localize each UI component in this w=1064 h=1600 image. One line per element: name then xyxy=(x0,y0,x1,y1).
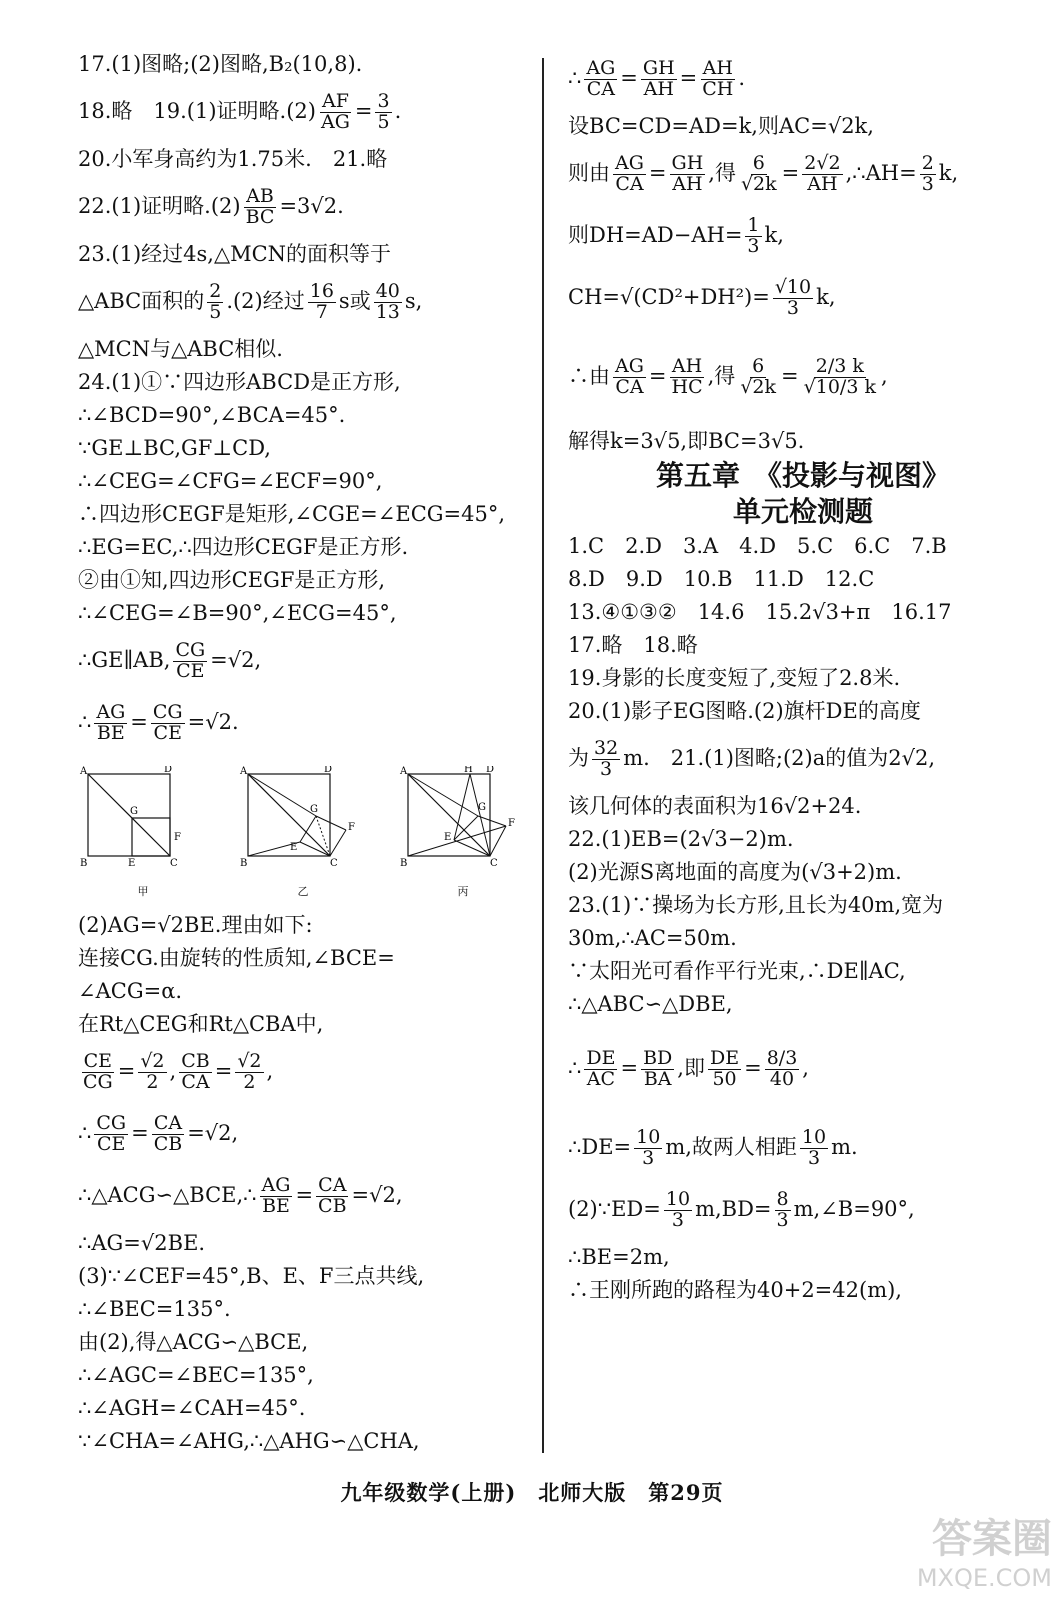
r-line6 xyxy=(568,329,1038,425)
denominator: √10/3 k xyxy=(803,375,876,398)
fraction xyxy=(260,1173,293,1217)
text: = xyxy=(648,364,667,389)
denominator: 3 xyxy=(747,234,760,257)
text: CH=√(CD²+DH²)= xyxy=(568,285,770,310)
answer-24-line1: 24.(1)①∵四边形ABCD是正方形, xyxy=(78,369,401,394)
text: = xyxy=(648,161,667,186)
numerator: GH xyxy=(671,151,704,174)
text: , xyxy=(169,1059,177,1084)
numerator: BD xyxy=(643,1046,673,1069)
text: , xyxy=(266,1059,274,1084)
text: m,BD= xyxy=(695,1197,772,1222)
numerator: CG xyxy=(175,638,206,661)
page-footer: 九年级数学(上册) 北师大版 第29页 xyxy=(340,1480,724,1505)
numerator: 40 xyxy=(375,279,400,302)
answer-22-2: (2)光源S离地面的高度为(√3+2)m. xyxy=(568,859,902,884)
numerator: √10 xyxy=(774,275,812,298)
text: 则由 xyxy=(568,161,610,186)
text: m. xyxy=(831,1135,858,1160)
denominator: CA xyxy=(181,1070,210,1093)
fraction xyxy=(775,1187,791,1231)
column-divider xyxy=(542,58,544,1453)
right-column xyxy=(568,48,1038,1307)
text: =√2, xyxy=(187,1121,239,1146)
mc-answers-2: 8.D 9.D 10.B 11.D 12.C xyxy=(568,566,875,591)
text: ,即 xyxy=(677,1056,705,1081)
label-A: A xyxy=(80,766,88,777)
text: . xyxy=(394,99,402,124)
answer-24-line9 xyxy=(78,630,528,692)
denominator: CA xyxy=(615,172,644,195)
fraction xyxy=(319,89,352,133)
numerator: AH xyxy=(702,56,733,79)
fraction xyxy=(920,151,936,195)
text: ,得 xyxy=(707,364,736,389)
numerator: CG xyxy=(96,1111,127,1134)
part3-line1: (3)∵∠CEF=45°,B、E、F三点共线, xyxy=(78,1263,425,1288)
text: = xyxy=(214,1059,233,1084)
label-A: A xyxy=(400,766,408,777)
answer-24-line7: ②由①知,四边形CEGF是正方形, xyxy=(78,567,386,592)
text: = xyxy=(620,66,638,91)
answer-20-21 xyxy=(568,728,1038,790)
numerator: 10 xyxy=(665,1187,691,1210)
numerator: √2 xyxy=(237,1049,262,1072)
denominator: CH xyxy=(702,77,734,100)
answer-23-line3: △MCN与△ABC相似. xyxy=(78,336,283,361)
text: k, xyxy=(816,285,836,310)
text: =√2. xyxy=(187,710,239,735)
answer-23-1: 23.(1)∵操场为长方形,且长为40m,宽为 xyxy=(568,892,944,917)
label-H: H xyxy=(464,766,473,775)
text: = xyxy=(117,1059,136,1084)
numerator: CB xyxy=(181,1049,210,1072)
denominator: 13 xyxy=(375,300,400,323)
text: m. 21.(1)图略;(2)a的值为2√2, xyxy=(623,746,936,771)
fraction xyxy=(670,354,705,398)
numerator: 10 xyxy=(801,1125,827,1148)
answer-22-1: 22.(1)EB=(2√3−2)m. xyxy=(568,826,794,851)
label-D: D xyxy=(164,766,173,775)
label-F: F xyxy=(508,818,515,829)
compound-fraction xyxy=(765,1046,800,1090)
figure-row xyxy=(78,766,528,899)
fraction xyxy=(94,1111,128,1155)
denominator: 40 xyxy=(769,1067,795,1090)
text: .(2)经过 xyxy=(226,289,305,314)
label-B: B xyxy=(80,858,88,869)
part3-line4: ∴∠AGC=∠BEC=135°, xyxy=(78,1362,314,1387)
text: =3√2. xyxy=(279,194,344,219)
numerator: AB xyxy=(246,184,274,207)
fill-answers: 13.④①③② 14.6 15.2√3+π 16.17 xyxy=(568,599,952,624)
left-column xyxy=(78,48,528,1458)
denominator: CE xyxy=(97,1132,126,1155)
answer-20-21: 20.小军身高约为1.75米. 21.略 xyxy=(78,146,388,171)
numerator: CE xyxy=(83,1049,113,1072)
r-line7: 解得k=3√5,即BC=3√5. xyxy=(568,428,805,453)
text: ∴ xyxy=(568,1056,582,1081)
fraction xyxy=(94,700,127,744)
label-F: F xyxy=(348,822,355,833)
label-G: G xyxy=(130,806,138,817)
numerator: CG xyxy=(152,700,183,723)
numerator: 2/3 k xyxy=(815,354,864,377)
denominator: CE xyxy=(153,721,182,744)
denominator: 3 xyxy=(786,296,800,319)
text: ∴ xyxy=(568,66,582,91)
denominator: AC xyxy=(586,1067,616,1090)
figure-yi-diagram xyxy=(238,766,368,878)
label-E: E xyxy=(128,858,136,869)
denominator: 5 xyxy=(209,300,222,323)
numerator: 2 xyxy=(209,279,222,302)
fraction xyxy=(664,1187,692,1231)
numerator: AG xyxy=(615,354,644,377)
label-C: C xyxy=(490,858,498,869)
answer-24-line4: ∴∠CEG=∠CFG=∠ECF=90°, xyxy=(78,468,383,493)
fraction xyxy=(613,151,646,195)
denominator: 5 xyxy=(377,110,390,133)
numerator: 8/3 xyxy=(766,1046,798,1069)
part3-line2: ∴∠BEC=135°. xyxy=(78,1296,231,1321)
unit-title: 单元检测题 xyxy=(732,495,873,528)
text: = xyxy=(354,99,373,124)
text: (2)∵ED= xyxy=(568,1197,661,1222)
text: = xyxy=(781,364,799,389)
text: = xyxy=(679,66,698,91)
denominator: CG xyxy=(83,1070,113,1093)
answer-23-6 xyxy=(568,1117,1038,1179)
label-D: D xyxy=(324,766,333,775)
text: 22.(1)证明略.(2) xyxy=(78,194,241,219)
answer-24-line5: ∴四边形CEGF是矩形,∠CGE=∠ECG=45°, xyxy=(78,501,506,526)
text: k, xyxy=(938,161,959,186)
label-C: C xyxy=(170,858,178,869)
text: = xyxy=(781,161,800,186)
text: 为 xyxy=(568,746,589,771)
answer-21-area: 该几何体的表面积为16√2+24. xyxy=(568,793,862,818)
denominator: √2k xyxy=(740,375,777,398)
fraction xyxy=(739,151,779,195)
r-line4 xyxy=(568,205,1038,267)
fraction xyxy=(235,1049,263,1093)
denominator: 3 xyxy=(921,172,934,195)
numerator: DE xyxy=(586,1046,616,1069)
fraction xyxy=(613,354,646,398)
numerator: 2√2 xyxy=(804,151,841,174)
denominator: 3 xyxy=(600,757,613,780)
figure-bing-diagram xyxy=(398,766,528,878)
fraction xyxy=(745,213,761,257)
numerator: 32 xyxy=(594,736,619,759)
fraction xyxy=(316,1173,349,1217)
answer-23-line2 xyxy=(78,271,528,333)
answer-24-line6: ∴EG=EC,∴四边形CEGF是正方形. xyxy=(78,534,409,559)
part2-line4: 在Rt△CEG和Rt△CBA中, xyxy=(78,1011,324,1036)
fraction xyxy=(375,89,391,133)
numerator: 8 xyxy=(776,1187,789,1210)
denominator: 3 xyxy=(642,1146,655,1169)
numerator: 16 xyxy=(309,279,334,302)
part2-line7 xyxy=(78,1165,528,1227)
fraction xyxy=(634,1125,662,1169)
denominator: AH xyxy=(807,172,838,195)
numerator: 1 xyxy=(747,213,760,236)
numerator: CA xyxy=(153,1111,183,1134)
fraction xyxy=(138,1049,166,1093)
label-E: E xyxy=(444,832,452,843)
text: 则DH=AD−AH= xyxy=(568,223,743,248)
answer-17: 17.(1)图略;(2)图略,B₂(10,8). xyxy=(78,51,363,76)
answer-23-9: ∴王刚所跑的路程为40+2=42(m), xyxy=(568,1277,902,1302)
answer-23-7 xyxy=(568,1179,1038,1241)
part2-line5 xyxy=(78,1041,528,1103)
label-G: G xyxy=(310,804,318,815)
answer-19: 19.身影的长度变短了,变短了2.8米. xyxy=(568,665,901,690)
text: △ABC面积的 xyxy=(78,289,205,314)
label-G: G xyxy=(478,802,486,813)
fraction xyxy=(700,56,735,100)
part3-line6: ∵∠CHA=∠AHG,∴△AHG∽△CHA, xyxy=(78,1428,420,1453)
denominator: BA xyxy=(643,1067,672,1090)
text: . xyxy=(738,66,746,91)
watermark-site: MXQE.COM xyxy=(916,1564,1052,1592)
denominator: 2 xyxy=(243,1070,256,1093)
fraction xyxy=(152,1111,185,1155)
numerator: √2 xyxy=(140,1049,165,1072)
text: =√2, xyxy=(351,1183,403,1208)
denominator: CA xyxy=(586,77,615,100)
denominator: AH xyxy=(672,172,703,195)
denominator: AG xyxy=(320,110,350,133)
figure-bing xyxy=(398,766,528,899)
fraction xyxy=(81,1049,115,1093)
text: 18.略 19.(1)证明略.(2) xyxy=(78,99,316,124)
fraction xyxy=(670,151,706,195)
answer-24-line3: ∵GE⊥BC,GF⊥CD, xyxy=(78,435,271,460)
numerator: AG xyxy=(261,1173,291,1196)
answer-23-8: ∴BE=2m, xyxy=(568,1244,670,1269)
fraction xyxy=(151,700,185,744)
fraction xyxy=(800,1125,828,1169)
numerator: 6 xyxy=(752,354,765,377)
text: m,故两人相距 xyxy=(665,1135,797,1160)
denominator: HC xyxy=(671,375,703,398)
denominator: BC xyxy=(245,205,275,228)
label-C: C xyxy=(330,858,338,869)
fraction xyxy=(584,1046,617,1090)
answer-22 xyxy=(78,176,528,238)
text: s, xyxy=(404,289,423,314)
answer-17-18: 17.略 18.略 xyxy=(568,632,698,657)
numerator: CA xyxy=(318,1173,347,1196)
answer-24-line10 xyxy=(78,692,528,754)
r-line5 xyxy=(568,267,1038,329)
denominator: 50 xyxy=(712,1067,737,1090)
text: ∴GE∥AB, xyxy=(78,648,171,673)
numerator: GH xyxy=(642,56,675,79)
denominator: CE xyxy=(176,659,205,682)
answer-20: 20.(1)影子EG图略.(2)旗杆DE的高度 xyxy=(568,698,921,723)
part2-line3: ∠ACG=α. xyxy=(78,978,183,1003)
text: m,∠B=90°, xyxy=(793,1197,915,1222)
numerator: AH xyxy=(671,354,703,377)
watermark xyxy=(917,1507,1052,1592)
denominator: 2 xyxy=(146,1070,159,1093)
r-line3 xyxy=(568,143,1038,205)
numerator: AG xyxy=(615,151,644,174)
text: ∴ xyxy=(78,1121,92,1146)
numerator: 2 xyxy=(921,151,934,174)
denominator: CB xyxy=(153,1132,183,1155)
answer-23-line1: 23.(1)经过4s,△MCN的面积等于 xyxy=(78,241,392,266)
numerator: AG xyxy=(96,700,126,723)
part2-line1: (2)AG=√2BE.理由如下: xyxy=(78,912,313,937)
denominator: 3 xyxy=(671,1208,685,1231)
caption-jia: 甲 xyxy=(137,885,149,898)
text: = xyxy=(744,1056,762,1081)
text: = xyxy=(131,1121,149,1146)
caption-yi: 乙 xyxy=(297,885,309,898)
label-B: B xyxy=(240,858,248,869)
label-E: E xyxy=(290,842,298,853)
fraction xyxy=(738,354,778,398)
compound-fraction xyxy=(802,354,878,398)
part2-line8: ∴AG=√2BE. xyxy=(78,1230,206,1255)
fraction xyxy=(773,275,813,319)
numerator: DE xyxy=(709,1046,740,1069)
part3-line3: 由(2),得△ACG∽△BCE, xyxy=(78,1329,309,1354)
text: s或 xyxy=(338,289,371,314)
denominator: BE xyxy=(96,721,125,744)
denominator: BE xyxy=(262,1194,290,1217)
text: = xyxy=(130,710,148,735)
denominator: CB xyxy=(318,1194,347,1217)
fraction xyxy=(641,56,677,100)
text: ,得 xyxy=(708,161,736,186)
answer-23-4: ∴△ABC∽△DBE, xyxy=(568,991,733,1016)
watermark-brand: 答案圈 xyxy=(932,1516,1052,1562)
numerator: AF xyxy=(321,89,349,112)
text: , xyxy=(802,1056,809,1081)
text: ,∴AH= xyxy=(845,161,917,186)
text: = xyxy=(295,1183,314,1208)
text: ∴DE= xyxy=(568,1135,632,1160)
fraction xyxy=(584,56,617,100)
text: = xyxy=(620,1056,639,1081)
figure-jia xyxy=(78,766,208,899)
answer-18-19 xyxy=(78,81,528,143)
fraction xyxy=(179,1049,212,1093)
text: k, xyxy=(764,223,784,248)
fraction xyxy=(592,736,620,780)
answer-24-line2: ∴∠BCD=90°,∠BCA=45°. xyxy=(78,402,346,427)
fraction xyxy=(173,638,207,682)
denominator: 3 xyxy=(807,1146,821,1169)
answer-24-line8: ∴∠CEG=∠B=90°,∠ECG=45°, xyxy=(78,600,397,625)
fraction xyxy=(708,1046,741,1090)
label-A: A xyxy=(240,766,248,777)
denominator: AH xyxy=(643,77,674,100)
part3-line5: ∴∠AGH=∠CAH=45°. xyxy=(78,1395,306,1420)
text: ∴由 xyxy=(568,364,610,389)
numerator: 10 xyxy=(636,1125,661,1148)
text: ∴△ACG∽△BCE,∴ xyxy=(78,1183,257,1208)
numerator: AG xyxy=(586,56,616,79)
figure-jia-diagram xyxy=(78,766,208,878)
denominator: CA xyxy=(615,375,644,398)
answer-23-3: ∵太阳光可看作平行光束,∴DE∥AC, xyxy=(568,958,906,983)
fraction xyxy=(308,279,336,323)
r-line2: 设BC=CD=AD=k,则AC=√2k, xyxy=(568,113,874,138)
part2-line2: 连接CG.由旋转的性质知,∠BCE= xyxy=(78,945,395,970)
fraction xyxy=(244,184,277,228)
denominator: 3 xyxy=(776,1208,789,1231)
text: , xyxy=(880,364,888,389)
fraction xyxy=(374,279,402,323)
part2-line6 xyxy=(78,1103,528,1165)
answer-23-2: 30m,∴AC=50m. xyxy=(568,925,737,950)
numerator: 6 xyxy=(752,151,765,174)
figure-yi xyxy=(238,766,368,899)
text: ∴ xyxy=(78,710,92,735)
label-D: D xyxy=(486,766,495,775)
denominator: 7 xyxy=(315,300,328,323)
caption-bing: 丙 xyxy=(457,885,469,898)
numerator: 3 xyxy=(377,89,390,112)
denominator: √2k xyxy=(740,172,777,195)
r-line1 xyxy=(568,48,1038,110)
label-B: B xyxy=(400,858,408,869)
text: =√2, xyxy=(210,648,262,673)
chapter-title: 第五章 《投影与视图》 xyxy=(655,459,950,492)
mc-answers-1: 1.C 2.D 3.A 4.D 5.C 6.C 7.B xyxy=(568,533,947,558)
fraction xyxy=(802,151,842,195)
fraction xyxy=(207,279,223,323)
fraction xyxy=(641,1046,674,1090)
answer-23-5 xyxy=(568,1021,1038,1117)
label-F: F xyxy=(174,832,181,843)
